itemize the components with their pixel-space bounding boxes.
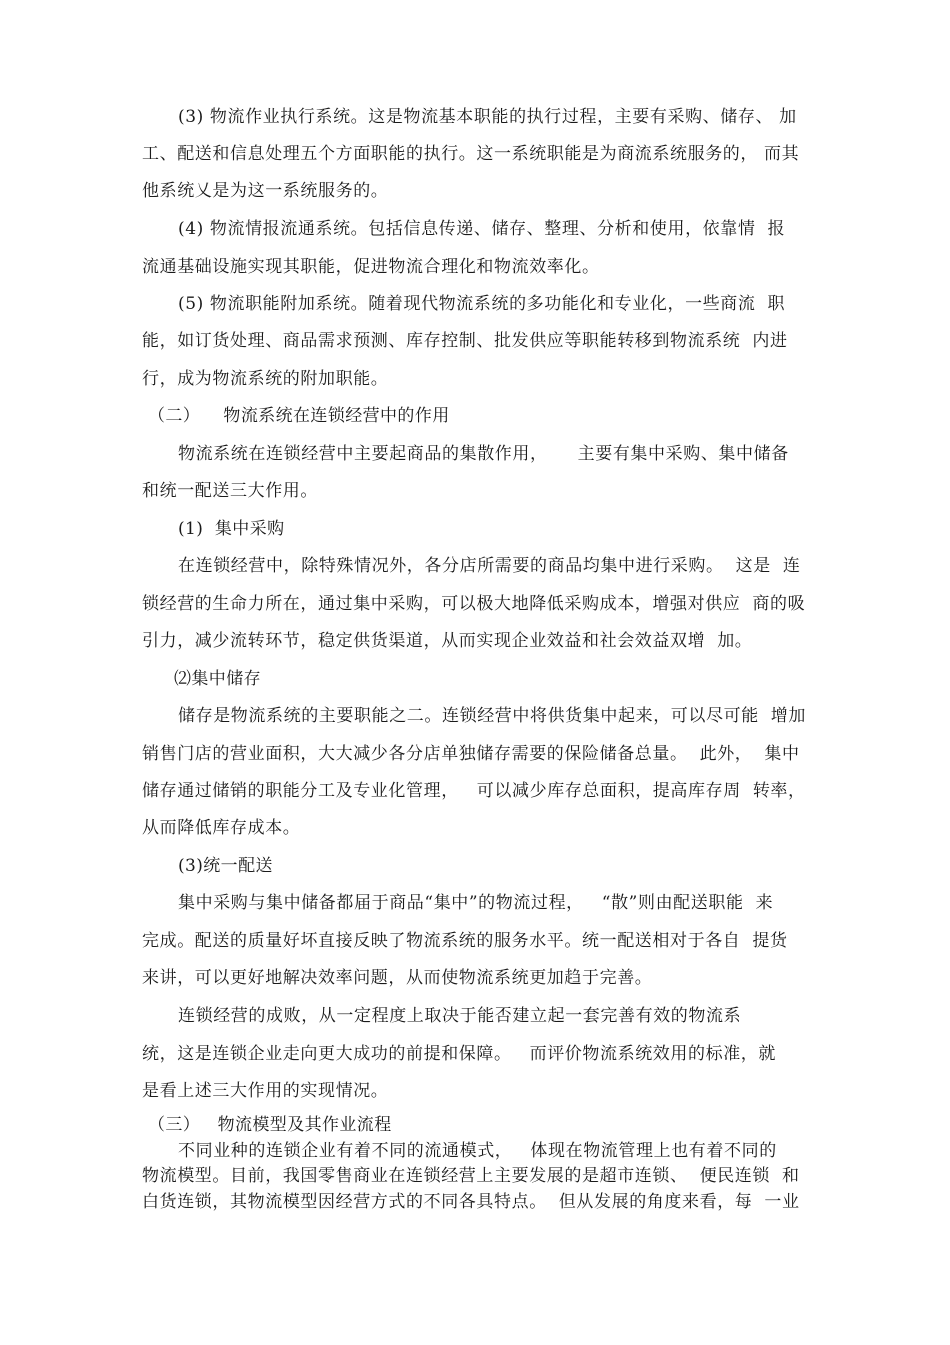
storage-line-1: 储存是物流系统的主要职能之二。连锁经营中将供货集中起来，可以尽可能 增加 [178,706,807,726]
storage-line-2: 销售门店的营业面积，大大减少各分店单独储存需要的保险储备总量。 此外， 集中 [142,744,800,764]
model-line-1: 不同业种的连锁企业有着不同的流通模式， 体现在物流管理上也有着不同的 [178,1141,777,1161]
paragraph-5-line-2: 能，如订货处理、商品需求预测、库存控制、批发供应等职能转移到物流系统 内进 [142,331,788,351]
section-heading-2: （二） 物流系统在连锁经营中的作用 [148,406,450,426]
subheading-centralized-storage: ⑵集中储存 [174,669,261,689]
purchasing-line-2: 锁经营的生命力所在，通过集中采购，可以极大地降低采购成本，增强对供应 商的吸 [142,594,806,614]
model-line-3: 白货连锁，其物流模型因经营方式的不同各具特点。 但从发展的角度来看，每 一业 [142,1192,800,1212]
storage-line-3: 储存通过储销的职能分工及专业化管理， 可以减少库存总面积，提高库存周 转率， [142,781,806,801]
distribution-line-2: 完成。配送的质量好坏直接反映了物流系统的服务水平。统一配送相对于各自 提货 [142,931,788,951]
section-heading-3: （三） 物流模型及其作业流程 [148,1115,392,1135]
paragraph-3-line-3: 他系统乂是为这一系统服务的。 [142,181,389,201]
distribution-line-1: 集中采购与集中储备都届于商品“集中”的物流过程， “散”则由配送职能 来 [178,893,774,913]
purchasing-line-3: 引力，减少流转环节，稳定供货渠道，从而实现企业效益和社会效益双增 加。 [142,631,753,651]
subheading-unified-distribution: (3)统一配送 [178,856,273,876]
paragraph-5-line-1: (5) 物流职能附加系统。随着现代物流系统的多功能化和专业化，一些商流 职 [178,294,786,314]
intro-line-1: 物流系统在连锁经营中主要起商品的集散作用， 主要有集中采购、集中储备 [178,444,789,464]
storage-line-4: 从而降低库存成本。 [142,818,301,838]
paragraph-5-line-3: 行，成为物流系统的附加职能。 [142,369,389,389]
purchasing-line-1: 在连锁经营中，除特殊情况外，各分店所需要的商品均集中进行采购。 这是 连 [178,556,801,576]
conclusion-line-1: 连锁经营的成败，从一定程度上取决于能否建立起一套完善有效的物流系 [178,1006,742,1026]
conclusion-line-2: 统，这是连锁企业走向更大成功的前提和保障。 而评价物流系统效用的标准，就 [142,1044,777,1064]
model-line-2: 物流模型。目前，我国零售商业在连锁经营上主要发展的是超市连锁、 便民连锁 和 [142,1166,800,1186]
distribution-line-3: 来讲，可以更好地解决效率问题，从而使物流系统更加趋于完善。 [142,968,653,988]
conclusion-line-3: 是看上述三大作用的实现情况。 [142,1081,389,1101]
paragraph-4-line-1: (4) 物流情报流通系统。包括信息传递、储存、整理、分析和使用，依靠情 报 [178,219,786,239]
paragraph-3-line-1: (3) 物流作业执行系统。这是物流基本职能的执行过程，主要有采购、储存、 加 [178,107,797,127]
subheading-centralized-purchasing: (1) 集中采购 [178,519,285,539]
intro-line-2: 和统一配送三大作用。 [142,481,318,501]
paragraph-3-line-2: 工、配送和信息处理五个方面职能的执行。这一系统职能是为商流系统服务的， 而其 [142,144,800,164]
paragraph-4-line-2: 流通基础设施实现其职能，促进物流合理化和物流效率化。 [142,257,600,277]
